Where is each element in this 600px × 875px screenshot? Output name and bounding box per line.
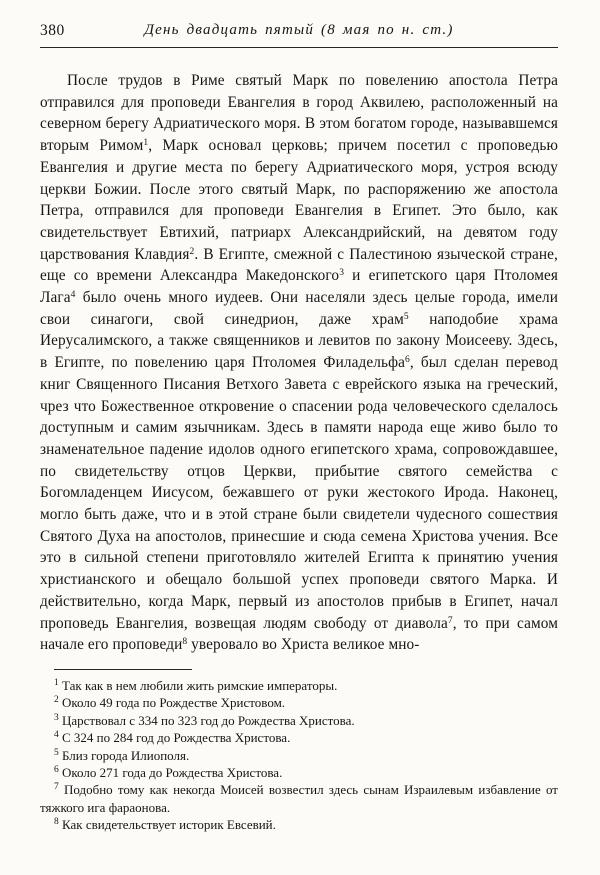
footnote-number: 3 [54, 712, 59, 723]
footnote-item: $^1$ Так как в нем любили жить римские императоры. [54, 677, 338, 693]
footnote-ref: 8 [182, 637, 188, 648]
footnote-item: $^2$ Около 49 года по Рождестве Христовом. [54, 695, 286, 711]
footnotes [40, 677, 558, 834]
header-rule [40, 47, 558, 48]
footnote-item: $^4$ С 324 по 284 год до Рождества Христова. [54, 730, 291, 746]
footnote-ref: 6 [405, 355, 410, 366]
footnote-item: $^7$ Подобно тому как некогда Моисей возвестил здесь сынам Израилевым избавление от тяжкого ига фараонова. [40, 782, 558, 815]
footnote-ref: 1 [143, 138, 149, 149]
footnote-number: 1 [54, 677, 59, 688]
footnote-item: $^6$ Около 271 года до Рождества Христова. [54, 765, 283, 781]
footnote-number: 6 [54, 765, 59, 776]
footnote-item: $^8$ Как свидетельствует историк Евсевий. [54, 817, 276, 833]
page-header [40, 20, 558, 44]
footnote-number: 4 [54, 730, 59, 741]
footnote-number: 5 [54, 747, 59, 758]
footnote-ref: 7 [447, 615, 453, 626]
footnote-ref: 4 [70, 290, 76, 301]
footnote-item: $^5$ Близ города Илиополя. [54, 747, 190, 763]
footnote-number: 2 [54, 695, 59, 706]
footnote-number: 7 [54, 782, 59, 793]
body-paragraph: После трудов в Риме святый Марк по повелению апостола Петра отправился для проповеди Евангелия в город Аквилею, расположенный на северном берегу Адриатического моря. В этом богатом городе, называвшемся вторым Римом$^1$, Марк основал церковь; причем посетил с проповедью Евангелия и другие места по берегу Адриатического моря, устроя всюду церкви Божии. После этого святый Марк, по распоряжению же апостола Петра, отправился для проповеди Евангелия в Египет. Это было, как свидетельствует Евтихий, патриарх Александрийский, на девятом году царствования Клавдия$^2$. В Египте, смежной с Палестиною языческой стране, еще со времени Александра Македонского$^3$ и египетского царя Птоломея Лага$^4$ было очень много иудеев. Они населяли здесь целые города, имели свои синагоги, свой синедрион, даже храм$^5$ наподобие храма Иерусалимского, а также священников и левитов по закону Моисееву. Здесь, в Египте, по повелению царя Птоломея Филадельфа$^6$, был сделан перевод книг Священного Писания Ветхого Завета с еврейского языка на греческий, чрез что Божественное откровение о спасении рода человеческого сделалось доступным и самим язычникам. Здесь в памяти народа еще живо было то знаменательное падение идолов одного египетского храма, сопровождавшее, по свидетельству отцов Церкви, прибытие святого семейства с Богомладенцем Иисусом, бежавшего от руки жестокого Ирода. Наконец, могло быть даже, что и в этой стране были свидетели чудесного сошествия Святого Духа на апостолов, принесшие и сюда семена Христова учения. Все это в сильной степени приготовляло жителей Египта к принятию учения христианского и обещало большой успех проповеди святого Марка. И действительно, когда Марк, первый из апостолов прибыв в Египет, начал проповедь Евангелия, возвещая людям свободу от диавола$^7$, то при самом начале его проповеди$^8$ уверовало во Христа великое мно- [40, 72, 559, 654]
page-number: 380 [40, 22, 65, 39]
footnote-separator [54, 669, 192, 670]
running-title: День двадцать пятый (8 мая по н. ст.) [144, 22, 454, 38]
footnote-ref: 2 [189, 246, 195, 257]
footnote-ref: 3 [339, 268, 345, 279]
footnote-item: $^3$ Царствовал с 334 по 323 год до Рождества Христова. [54, 712, 355, 728]
footnote-number: 8 [54, 817, 59, 828]
footnote-ref: 5 [403, 311, 409, 322]
